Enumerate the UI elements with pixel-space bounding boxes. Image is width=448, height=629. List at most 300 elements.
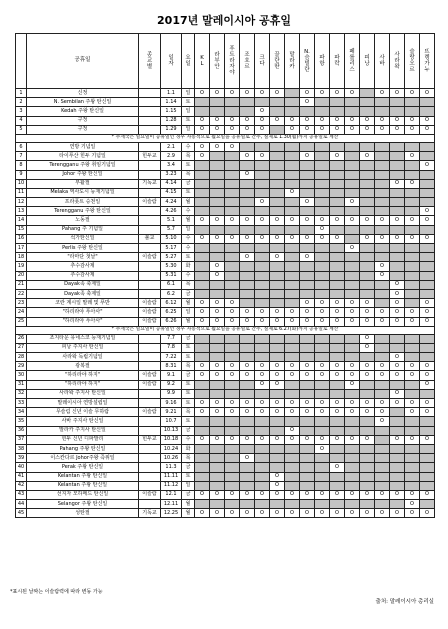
- not-observed-cell: [255, 472, 270, 481]
- not-observed-cell: [300, 107, 315, 116]
- not-observed-cell: [210, 417, 225, 426]
- observed-mark: O: [330, 509, 345, 518]
- not-observed-cell: [405, 334, 420, 343]
- observed-mark: O: [285, 216, 300, 225]
- row-number: 7: [16, 152, 27, 161]
- not-observed-cell: [210, 161, 225, 170]
- not-observed-cell: [405, 262, 420, 271]
- row-number: 3: [16, 107, 27, 116]
- not-observed-cell: [195, 244, 210, 253]
- observed-mark: O: [195, 142, 210, 151]
- observed-mark: O: [195, 116, 210, 125]
- observed-mark: O: [300, 509, 315, 518]
- row-number: 31: [16, 380, 27, 389]
- table-row: [16, 234, 435, 243]
- date-cell: 7.22: [161, 353, 182, 362]
- not-observed-cell: [315, 142, 330, 151]
- not-observed-cell: [420, 225, 435, 234]
- religion-cell: 기독교: [139, 509, 161, 518]
- weekday-cell: 월: [182, 500, 195, 509]
- observed-mark: O: [330, 408, 345, 417]
- table-row: [16, 152, 435, 161]
- not-observed-cell: [270, 271, 285, 280]
- not-observed-cell: [420, 389, 435, 398]
- holiday-name: Perak 주왕 탄신일: [27, 463, 139, 472]
- not-observed-cell: [330, 253, 345, 262]
- not-observed-cell: [225, 500, 240, 509]
- not-observed-cell: [375, 107, 390, 116]
- not-observed-cell: [375, 225, 390, 234]
- row-number: 13: [16, 207, 27, 216]
- observed-mark: O: [225, 299, 240, 308]
- observed-mark: O: [315, 308, 330, 317]
- observed-mark: O: [345, 308, 360, 317]
- observed-mark: O: [375, 116, 390, 125]
- note-text: * 주재국은 일요일이 공휴일인 경우 자동적으로 월요일을 공휴일로 간주, 실제로 1.30(월)까지 공휴일로 계산: [16, 134, 435, 142]
- date-cell: 4.24: [161, 198, 182, 207]
- observed-mark: O: [195, 89, 210, 98]
- not-observed-cell: [360, 142, 375, 151]
- religion-cell: [139, 463, 161, 472]
- row-number: 40: [16, 463, 27, 472]
- observed-mark: O: [255, 380, 270, 389]
- weekday-cell: 일: [182, 308, 195, 317]
- not-observed-cell: [375, 454, 390, 463]
- observed-mark: O: [240, 408, 255, 417]
- religion-cell: [139, 142, 161, 151]
- not-observed-cell: [390, 188, 405, 197]
- row-number: 2: [16, 98, 27, 107]
- religion-cell: [139, 444, 161, 453]
- weekday-cell: 토: [182, 98, 195, 107]
- not-observed-cell: [360, 472, 375, 481]
- observed-mark: O: [240, 152, 255, 161]
- not-observed-cell: [285, 299, 300, 308]
- not-observed-cell: [390, 481, 405, 490]
- observed-mark: O: [225, 362, 240, 371]
- not-observed-cell: [270, 353, 285, 362]
- not-observed-cell: [330, 170, 345, 179]
- not-observed-cell: [345, 444, 360, 453]
- row-number: 37: [16, 435, 27, 444]
- observed-mark: O: [330, 317, 345, 326]
- observed-mark: O: [330, 371, 345, 380]
- religion-cell: [139, 116, 161, 125]
- not-observed-cell: [240, 500, 255, 509]
- observed-mark: O: [300, 490, 315, 499]
- observed-mark: O: [390, 179, 405, 188]
- not-observed-cell: [270, 334, 285, 343]
- not-observed-cell: [195, 334, 210, 343]
- observed-mark: O: [330, 490, 345, 499]
- holiday-name: 힌두 신년 디파발리: [27, 435, 139, 444]
- date-cell: 5.10: [161, 234, 182, 243]
- header-state: 말라카: [285, 34, 300, 89]
- date-cell: 5.17: [161, 244, 182, 253]
- observed-mark: O: [300, 125, 315, 134]
- not-observed-cell: [195, 170, 210, 179]
- not-observed-cell: [420, 271, 435, 280]
- table-row: [16, 225, 435, 234]
- header-state: 파락: [330, 34, 345, 89]
- not-observed-cell: [270, 417, 285, 426]
- not-observed-cell: [240, 225, 255, 234]
- not-observed-cell: [315, 334, 330, 343]
- observed-mark: O: [315, 234, 330, 243]
- row-number: 42: [16, 481, 27, 490]
- not-observed-cell: [195, 225, 210, 234]
- observed-mark: O: [330, 463, 345, 472]
- religion-cell: 불교: [139, 234, 161, 243]
- not-observed-cell: [225, 253, 240, 262]
- not-observed-cell: [300, 170, 315, 179]
- observed-mark: O: [255, 317, 270, 326]
- not-observed-cell: [255, 170, 270, 179]
- weekday-cell: 일: [182, 481, 195, 490]
- not-observed-cell: [225, 280, 240, 289]
- not-observed-cell: [315, 417, 330, 426]
- not-observed-cell: [360, 207, 375, 216]
- religion-cell: [139, 454, 161, 463]
- observed-mark: O: [345, 435, 360, 444]
- not-observed-cell: [360, 481, 375, 490]
- not-observed-cell: [195, 262, 210, 271]
- not-observed-cell: [285, 500, 300, 509]
- note-row: [16, 134, 435, 142]
- table-row: [16, 362, 435, 371]
- not-observed-cell: [390, 500, 405, 509]
- table-row: [16, 161, 435, 170]
- holiday-name: 이스칸다르 Johor주왕 즉위일: [27, 454, 139, 463]
- observed-mark: O: [375, 271, 390, 280]
- not-observed-cell: [360, 107, 375, 116]
- observed-mark: O: [240, 116, 255, 125]
- weekday-cell: 화: [182, 444, 195, 453]
- not-observed-cell: [285, 161, 300, 170]
- date-cell: 5.7: [161, 225, 182, 234]
- not-observed-cell: [405, 417, 420, 426]
- observed-mark: O: [315, 225, 330, 234]
- observed-mark: O: [285, 188, 300, 197]
- not-observed-cell: [390, 463, 405, 472]
- observed-mark: O: [360, 399, 375, 408]
- not-observed-cell: [405, 280, 420, 289]
- not-observed-cell: [315, 289, 330, 298]
- weekday-cell: 목: [182, 454, 195, 463]
- observed-mark: O: [300, 362, 315, 371]
- table-row: [16, 142, 435, 151]
- weekday-cell: 수: [182, 142, 195, 151]
- not-observed-cell: [420, 500, 435, 509]
- table-row: [16, 463, 435, 472]
- not-observed-cell: [405, 472, 420, 481]
- observed-mark: O: [420, 207, 435, 216]
- observed-mark: O: [390, 389, 405, 398]
- not-observed-cell: [300, 289, 315, 298]
- row-number: 16: [16, 234, 27, 243]
- date-cell: 9.16: [161, 399, 182, 408]
- observed-mark: O: [270, 89, 285, 98]
- not-observed-cell: [330, 500, 345, 509]
- date-cell: 10.26: [161, 454, 182, 463]
- not-observed-cell: [270, 454, 285, 463]
- weekday-cell: 목: [182, 362, 195, 371]
- row-number: 17: [16, 244, 27, 253]
- observed-mark: O: [270, 490, 285, 499]
- table-row: [16, 490, 435, 499]
- table-row: [16, 262, 435, 271]
- observed-mark: O: [330, 362, 345, 371]
- religion-cell: [139, 362, 161, 371]
- not-observed-cell: [195, 389, 210, 398]
- not-observed-cell: [375, 289, 390, 298]
- observed-mark: O: [240, 308, 255, 317]
- not-observed-cell: [225, 244, 240, 253]
- date-cell: 1.28: [161, 116, 182, 125]
- observed-mark: O: [375, 371, 390, 380]
- observed-mark: O: [285, 116, 300, 125]
- observed-mark: O: [195, 371, 210, 380]
- not-observed-cell: [390, 408, 405, 417]
- observed-mark: O: [345, 380, 360, 389]
- not-observed-cell: [330, 142, 345, 151]
- date-cell: 12.1: [161, 490, 182, 499]
- row-number: 39: [16, 454, 27, 463]
- not-observed-cell: [360, 353, 375, 362]
- weekday-cell: 월: [182, 216, 195, 225]
- not-observed-cell: [285, 152, 300, 161]
- not-observed-cell: [390, 343, 405, 352]
- not-observed-cell: [300, 380, 315, 389]
- not-observed-cell: [285, 107, 300, 116]
- table-row: [16, 98, 435, 107]
- observed-mark: O: [405, 125, 420, 134]
- not-observed-cell: [375, 334, 390, 343]
- observed-mark: O: [375, 234, 390, 243]
- table-row: [16, 317, 435, 326]
- not-observed-cell: [225, 389, 240, 398]
- date-cell: 3.4: [161, 161, 182, 170]
- header-state: 푸트라자야: [225, 34, 240, 89]
- not-observed-cell: [315, 454, 330, 463]
- observed-mark: O: [420, 362, 435, 371]
- observed-mark: O: [270, 253, 285, 262]
- table-row: [16, 426, 435, 435]
- not-observed-cell: [240, 299, 255, 308]
- not-observed-cell: [315, 472, 330, 481]
- observed-mark: O: [375, 308, 390, 317]
- observed-mark: O: [210, 317, 225, 326]
- not-observed-cell: [315, 170, 330, 179]
- row-number: 21: [16, 280, 27, 289]
- not-observed-cell: [300, 334, 315, 343]
- not-observed-cell: [360, 188, 375, 197]
- observed-mark: O: [195, 152, 210, 161]
- observed-mark: O: [345, 317, 360, 326]
- header-no: [16, 34, 27, 89]
- observed-mark: O: [210, 435, 225, 444]
- not-observed-cell: [210, 253, 225, 262]
- date-cell: 9.21: [161, 408, 182, 417]
- observed-mark: O: [255, 152, 270, 161]
- observed-mark: O: [360, 116, 375, 125]
- not-observed-cell: [285, 179, 300, 188]
- source-note: 출처: 말레이시아 총리실: [375, 599, 434, 605]
- observed-mark: O: [315, 125, 330, 134]
- not-observed-cell: [330, 343, 345, 352]
- not-observed-cell: [240, 463, 255, 472]
- not-observed-cell: [375, 179, 390, 188]
- not-observed-cell: [420, 454, 435, 463]
- religion-cell: [139, 161, 161, 170]
- not-observed-cell: [225, 444, 240, 453]
- not-observed-cell: [270, 500, 285, 509]
- weekday-cell: 수: [182, 207, 195, 216]
- observed-mark: O: [195, 299, 210, 308]
- not-observed-cell: [195, 161, 210, 170]
- religion-cell: 기독교: [139, 179, 161, 188]
- observed-mark: O: [240, 371, 255, 380]
- religion-cell: [139, 280, 161, 289]
- observed-mark: O: [315, 299, 330, 308]
- not-observed-cell: [240, 142, 255, 151]
- not-observed-cell: [240, 353, 255, 362]
- observed-mark: O: [420, 490, 435, 499]
- observed-mark: O: [300, 408, 315, 417]
- not-observed-cell: [300, 179, 315, 188]
- holiday-name: 구정: [27, 125, 139, 134]
- observed-mark: O: [270, 509, 285, 518]
- not-observed-cell: [345, 343, 360, 352]
- observed-mark: O: [225, 234, 240, 243]
- not-observed-cell: [375, 481, 390, 490]
- table-row: [16, 353, 435, 362]
- religion-cell: 이슬람: [139, 490, 161, 499]
- not-observed-cell: [345, 253, 360, 262]
- not-observed-cell: [405, 170, 420, 179]
- not-observed-cell: [345, 417, 360, 426]
- not-observed-cell: [195, 343, 210, 352]
- holiday-name: 추수감사제: [27, 271, 139, 280]
- observed-mark: O: [420, 116, 435, 125]
- not-observed-cell: [405, 353, 420, 362]
- observed-mark: O: [360, 234, 375, 243]
- religion-cell: 힌두교: [139, 152, 161, 161]
- not-observed-cell: [315, 353, 330, 362]
- footnote: *표시된 날짜는 이슬람력에 따라 변동 가능: [10, 589, 103, 595]
- observed-mark: O: [420, 380, 435, 389]
- header-state: 피낭: [360, 34, 375, 89]
- holiday-name: Dayak족 축제일: [27, 289, 139, 298]
- holiday-name: Perlis 주왕 탄신일: [27, 244, 139, 253]
- not-observed-cell: [420, 463, 435, 472]
- not-observed-cell: [345, 271, 360, 280]
- holiday-name: "하리라야 하지": [27, 371, 139, 380]
- not-observed-cell: [255, 353, 270, 362]
- header-state: 조호르: [240, 34, 255, 89]
- observed-mark: O: [360, 371, 375, 380]
- not-observed-cell: [210, 179, 225, 188]
- not-observed-cell: [285, 89, 300, 98]
- not-observed-cell: [315, 107, 330, 116]
- weekday-cell: 토: [182, 353, 195, 362]
- observed-mark: O: [405, 371, 420, 380]
- observed-mark: O: [255, 371, 270, 380]
- observed-mark: O: [300, 399, 315, 408]
- holiday-name: 말레이시아 연방설립일: [27, 399, 139, 408]
- not-observed-cell: [195, 179, 210, 188]
- observed-mark: O: [315, 116, 330, 125]
- not-observed-cell: [390, 472, 405, 481]
- not-observed-cell: [390, 454, 405, 463]
- holiday-name: 선지자 모하메드 탄신일: [27, 490, 139, 499]
- table-row: [16, 417, 435, 426]
- observed-mark: O: [390, 89, 405, 98]
- weekday-cell: 수: [182, 244, 195, 253]
- not-observed-cell: [285, 444, 300, 453]
- observed-mark: O: [330, 399, 345, 408]
- observed-mark: O: [300, 152, 315, 161]
- not-observed-cell: [405, 198, 420, 207]
- row-number: 27: [16, 343, 27, 352]
- header-state: K L: [195, 34, 210, 89]
- observed-mark: O: [270, 234, 285, 243]
- not-observed-cell: [285, 353, 300, 362]
- observed-mark: O: [420, 371, 435, 380]
- not-observed-cell: [255, 253, 270, 262]
- observed-mark: O: [285, 234, 300, 243]
- table-row: [16, 500, 435, 509]
- not-observed-cell: [375, 500, 390, 509]
- row-number: 9: [16, 170, 27, 179]
- row-number: 45: [16, 509, 27, 518]
- religion-cell: 이슬람: [139, 380, 161, 389]
- not-observed-cell: [390, 262, 405, 271]
- not-observed-cell: [405, 426, 420, 435]
- holiday-name: 연방 기념일: [27, 142, 139, 151]
- not-observed-cell: [405, 463, 420, 472]
- not-observed-cell: [285, 142, 300, 151]
- not-observed-cell: [285, 280, 300, 289]
- not-observed-cell: [300, 481, 315, 490]
- not-observed-cell: [300, 280, 315, 289]
- observed-mark: O: [210, 371, 225, 380]
- weekday-cell: 월: [182, 509, 195, 518]
- observed-mark: O: [255, 107, 270, 116]
- date-cell: 2.9: [161, 152, 182, 161]
- religion-cell: 이슬람: [139, 253, 161, 262]
- not-observed-cell: [330, 481, 345, 490]
- date-cell: 10.13: [161, 426, 182, 435]
- observed-mark: O: [255, 125, 270, 134]
- observed-mark: O: [240, 89, 255, 98]
- observed-mark: O: [285, 426, 300, 435]
- weekday-cell: 목: [182, 280, 195, 289]
- not-observed-cell: [390, 244, 405, 253]
- not-observed-cell: [270, 289, 285, 298]
- not-observed-cell: [405, 271, 420, 280]
- observed-mark: O: [255, 234, 270, 243]
- not-observed-cell: [240, 188, 255, 197]
- not-observed-cell: [195, 481, 210, 490]
- header-state: 라부안: [210, 34, 225, 89]
- not-observed-cell: [390, 161, 405, 170]
- row-number: 34: [16, 408, 27, 417]
- date-cell: 12.11: [161, 500, 182, 509]
- date-cell: 4.26: [161, 207, 182, 216]
- table-row: [16, 179, 435, 188]
- row-number: 44: [16, 500, 27, 509]
